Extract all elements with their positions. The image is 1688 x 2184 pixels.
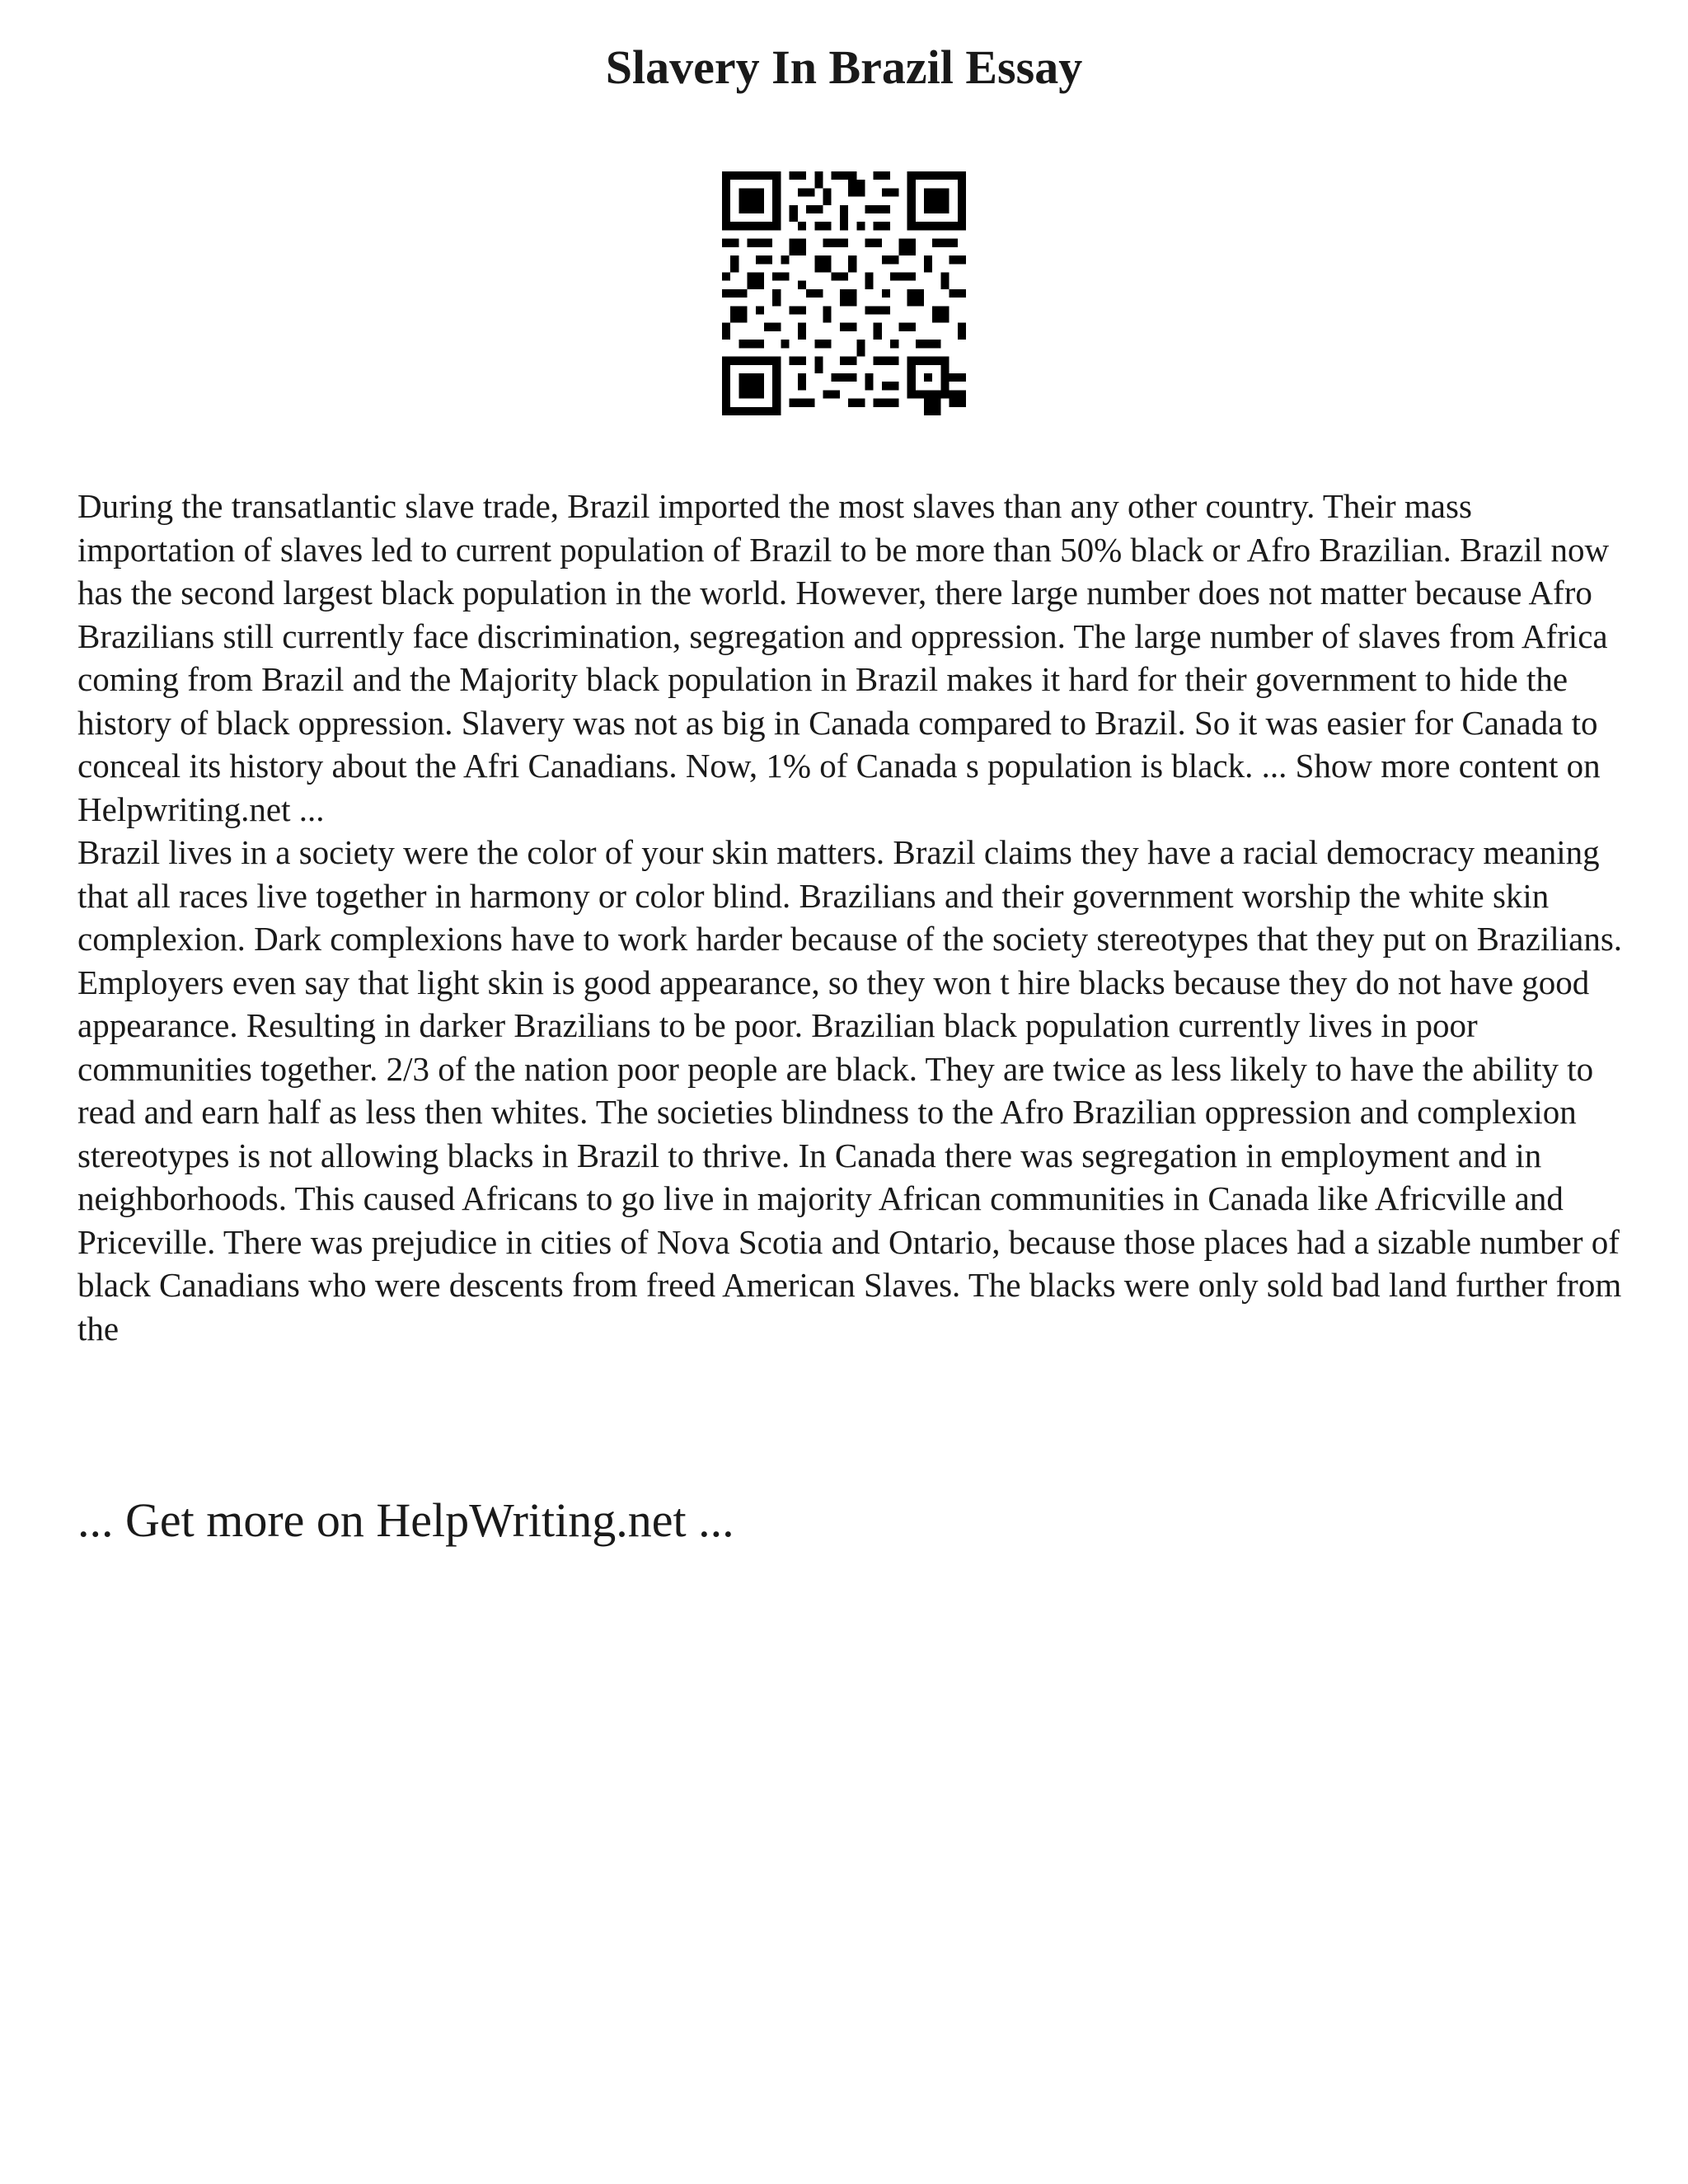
qr-code-icon <box>722 171 966 415</box>
paragraph-2: Brazil lives in a society were the color of your skin matters. Brazil claims they have a racial democracy meaning that all races live together in harmony or color blind. Brazilians and their government worship the white skin complexion. Dark complexions have to work harder because of the society stereotypes that they put on Brazilians. Employers even say that light skin is good appearance, so they won t hire blacks because they do not have good appearance. Resulting in darker Brazilians to be poor. Brazilian black population currently lives in poor communities together. 2/3 of the nation poor people are black. They are twice as less likely to have the ability to read and earn half as less then whites. The societies blindness to the Afro Brazilian oppression and complexion stereotypes is not allowing blacks in Brazil to thrive. In Canada there was segregation in employment and in neighborhoods. This caused Africans to go live in majority African communities in Canada like Africville and Priceville. There was prejudice in cities of Nova Scotia and Ontario, because those places had a sizable number of black Canadians who were descents from freed American Slaves. The blacks were only sold bad land further from the <box>77 833 1623 1347</box>
paragraph-1: During the transatlantic slave trade, Brazil imported the most slaves than any other country. Their mass importation of slaves led to current population of Brazil to be more than 50% black or Afro Brazilian. Brazil now has the second largest black population in the world. However, there large number does not matter because Afro Brazilians still currently face discrimination, segregation and oppression. The large number of slaves from Africa coming from Brazil and the Majority black population in Brazil makes it hard for their government to hide the history of black oppression. Slavery was not as big in Canada compared to Brazil. So it was easier for Canada to conceal its history about the Afri Canadians. Now, 1% of Canada s population is black. ... Show more content on Helpwriting.net ... <box>77 487 1610 828</box>
get-more-link[interactable]: ... Get more on HelpWriting.net ... <box>77 1493 734 1547</box>
document-title: Slavery In Brazil Essay <box>605 40 1083 94</box>
essay-body <box>77 485 1627 1350</box>
